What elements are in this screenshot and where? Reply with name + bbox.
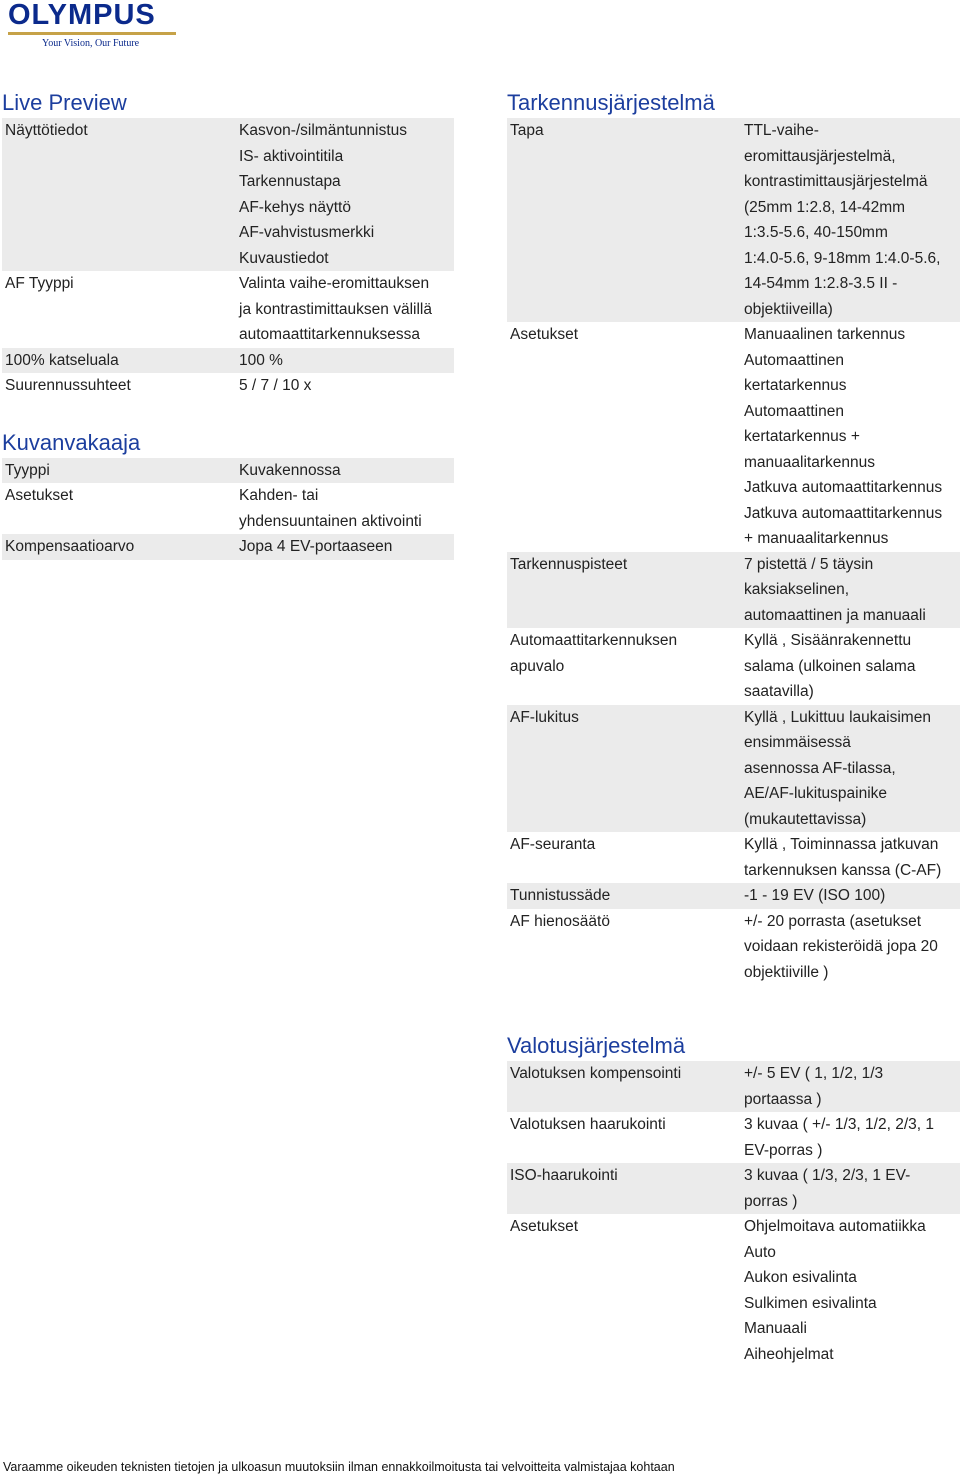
spec-label xyxy=(2,458,236,484)
spec-value xyxy=(236,348,454,374)
spec-value-line: + manuaalitarkennus xyxy=(744,530,889,547)
kuvanvakaaja-table xyxy=(2,458,454,560)
tarkennus-table xyxy=(507,118,960,985)
spec-value-line: +/- 5 EV ( 1, 1/2, 1/3 xyxy=(744,1065,884,1082)
spec-row xyxy=(2,373,454,399)
spec-label-line: Tapa xyxy=(510,122,544,139)
spec-value-line: AF-vahvistusmerkki xyxy=(239,224,375,241)
spec-row xyxy=(507,705,960,833)
spec-value-line: Valinta vaihe-eromittauksen xyxy=(239,275,430,292)
spec-value-line: 5 / 7 / 10 x xyxy=(239,377,312,394)
left-column xyxy=(2,88,454,560)
logo-wordmark: OLYMPUS xyxy=(8,0,156,31)
spec-label xyxy=(507,118,741,322)
spec-label-line: Suurennussuhteet xyxy=(5,377,131,394)
spec-value xyxy=(741,705,960,833)
spec-value-line: automaattinen ja manuaali xyxy=(744,606,926,624)
spec-label-line: Valotuksen haarukointi xyxy=(510,1116,666,1133)
spec-row xyxy=(2,118,454,271)
spec-label xyxy=(507,552,741,629)
spec-row xyxy=(507,832,960,883)
spec-value-line: voidaan rekisteröidä jopa 20 xyxy=(744,938,938,955)
valotus-rows xyxy=(507,1061,960,1367)
spec-row xyxy=(507,628,960,705)
spec-value-line: Automaattinen xyxy=(744,351,844,369)
spec-label xyxy=(2,534,236,560)
tarkennus-rows xyxy=(507,118,960,985)
spec-value-line: Kuvakennossa xyxy=(239,461,341,479)
live-preview-table xyxy=(2,118,454,399)
live-preview-title: Live Preview xyxy=(2,90,127,115)
spec-value-line: salama (ulkoinen salama xyxy=(744,657,916,675)
spec-label xyxy=(507,909,741,986)
spec-value xyxy=(741,628,960,705)
spec-row xyxy=(507,552,960,629)
spec-value-line: IS- aktivointitila xyxy=(239,147,344,165)
spec-label xyxy=(507,1163,741,1214)
spec-value-line: Kyllä , Toiminnassa jatkuvan xyxy=(744,836,939,853)
spec-value xyxy=(741,1061,960,1112)
spec-label-line: 100% katseluala xyxy=(5,351,119,369)
spec-value-line: Manuaali xyxy=(744,1320,807,1337)
spec-row xyxy=(2,271,454,348)
spec-label-line: AF-seuranta xyxy=(510,836,596,853)
spec-row xyxy=(2,483,454,534)
spec-row xyxy=(2,348,454,374)
spec-row xyxy=(2,534,454,560)
logo-gold-bar xyxy=(8,32,176,35)
spec-value-line: porras ) xyxy=(744,1192,798,1210)
spec-label-line: apuvalo xyxy=(510,657,565,675)
spec-value-line: Ohjelmoitava automatiikka xyxy=(744,1218,926,1235)
spec-value-line: kertatarkennus + xyxy=(744,428,860,445)
spec-row xyxy=(507,1112,960,1163)
spec-value-line: Tarkennustapa xyxy=(239,173,341,190)
spec-value xyxy=(236,534,454,560)
kuvanvakaaja-title: Kuvanvakaaja xyxy=(2,429,141,455)
spec-value-line: kertatarkennus xyxy=(744,377,847,394)
spec-value-line: kontrastimittausjärjestelmä xyxy=(744,173,928,190)
spec-label xyxy=(507,832,741,883)
spec-label xyxy=(2,483,236,534)
spec-value xyxy=(236,458,454,484)
spec-row xyxy=(507,1061,960,1112)
spec-value-line: objektiiville ) xyxy=(744,963,829,981)
valotus-title: Valotusjärjestelmä xyxy=(507,1033,686,1058)
spec-value-line: Kasvon-/silmäntunnistus xyxy=(239,122,407,139)
olympus-logo xyxy=(8,2,180,50)
spec-value-line: 14-54mm 1:2.8-3.5 II - xyxy=(744,275,898,292)
spec-value-line: Automaattinen xyxy=(744,402,844,420)
spec-label xyxy=(507,1214,741,1367)
spec-label xyxy=(507,628,741,705)
spec-value-line: (mukautettavissa) xyxy=(744,810,867,828)
spec-value-line: objektiiveilla) xyxy=(744,300,833,318)
spec-value xyxy=(741,552,960,629)
spec-row xyxy=(507,883,960,909)
spec-value-line: yhdensuuntainen aktivointi xyxy=(239,512,422,530)
spec-label xyxy=(507,883,741,909)
disclaimer-footer: Varaamme oikeuden teknisten tietojen ja ulkoasun muutoksiin ilman ennakkoilmoitusta tai velvoitteita valmistajaa kohtaan xyxy=(3,1460,675,1474)
spec-row xyxy=(507,322,960,552)
spec-value xyxy=(741,118,960,322)
spec-value xyxy=(236,271,454,348)
spec-label xyxy=(507,1061,741,1112)
spec-value xyxy=(741,1163,960,1214)
spec-label xyxy=(507,705,741,833)
spec-value-line: kaksiakselinen, xyxy=(744,581,850,598)
spec-label xyxy=(2,373,236,399)
spec-value-line: Jatkuva automaattitarkennus xyxy=(744,504,943,522)
spec-value-line: manuaalitarkennus xyxy=(744,453,875,471)
logo-tagline: Your Vision, Our Future xyxy=(42,38,140,49)
spec-value xyxy=(236,483,454,534)
spec-value-line: +/- 20 porrasta (asetukset xyxy=(744,912,922,930)
spec-value-line: Jopa 4 EV-portaaseen xyxy=(239,538,393,555)
spec-value xyxy=(741,1112,960,1163)
spec-label-line: Tarkennuspisteet xyxy=(510,555,628,573)
spec-label-line: Näyttötiedot xyxy=(5,122,88,139)
valotus-table xyxy=(507,1061,960,1367)
spec-label-line: Tyyppi xyxy=(5,461,50,479)
spec-label-line: Asetukset xyxy=(510,326,579,343)
spec-value-line: 1:3.5-5.6, 40-150mm xyxy=(744,224,888,241)
spec-row xyxy=(2,458,454,484)
spec-value-line: Manuaalinen tarkennus xyxy=(744,326,906,343)
spec-label xyxy=(507,1112,741,1163)
spec-label-line: Asetukset xyxy=(510,1218,579,1235)
spec-value-line: AF-kehys näyttö xyxy=(239,198,351,216)
spec-value-line: Kyllä , Lukittuu laukaisimen xyxy=(744,708,931,726)
spec-value-line: 3 kuvaa ( +/- 1/3, 1/2, 2/3, 1 xyxy=(744,1116,934,1133)
spec-value-line: Kyllä , Sisäänrakennettu xyxy=(744,632,912,649)
spec-label-line: Kompensaatioarvo xyxy=(5,538,135,555)
spec-value-line: AE/AF-lukituspainike xyxy=(744,785,888,802)
spec-value-line: -1 - 19 EV (ISO 100) xyxy=(744,887,886,904)
spec-value xyxy=(741,883,960,909)
spec-label xyxy=(2,271,236,348)
spec-value-line: 3 kuvaa ( 1/3, 2/3, 1 EV- xyxy=(744,1167,911,1184)
spec-value-line: TTL-vaihe- xyxy=(744,122,819,139)
spec-row xyxy=(507,118,960,322)
spec-value xyxy=(741,909,960,986)
spec-label-line: AF hienosäätö xyxy=(510,912,610,930)
live-preview-rows xyxy=(2,118,454,399)
spec-row xyxy=(507,909,960,986)
spec-value xyxy=(741,1214,960,1367)
spec-value-line: automaattitarkennuksessa xyxy=(239,326,420,343)
spec-label-line: Automaattitarkennuksen xyxy=(510,632,678,649)
spec-value-line: (25mm 1:2.8, 14-42mm xyxy=(744,198,906,216)
spec-row xyxy=(507,1214,960,1367)
spec-value xyxy=(741,322,960,552)
spec-row xyxy=(507,1163,960,1214)
spec-value xyxy=(236,118,454,271)
spec-value-line: Kahden- tai xyxy=(239,487,319,504)
spec-value-line: eromittausjärjestelmä, xyxy=(744,147,896,165)
spec-label xyxy=(2,118,236,271)
spec-value-line: asennossa AF-tilassa, xyxy=(744,759,896,777)
spec-label-line: AF Tyyppi xyxy=(5,275,74,292)
spec-label-line: AF-lukitus xyxy=(510,708,579,726)
spec-value-line: 1:4.0-5.6, 9-18mm 1:4.0-5.6, xyxy=(744,249,941,267)
spec-label-line: Tunnistussäde xyxy=(510,887,611,904)
spec-value-line: Jatkuva automaattitarkennus xyxy=(744,479,943,496)
spec-label-line: Asetukset xyxy=(5,487,74,504)
spec-value-line: EV-porras ) xyxy=(744,1141,823,1159)
spec-value-line: ensimmäisessä xyxy=(744,734,851,751)
spec-value-line: 100 % xyxy=(239,351,283,369)
spec-value xyxy=(236,373,454,399)
spec-label xyxy=(2,348,236,374)
right-column xyxy=(507,88,960,1367)
spec-value-line: tarkennuksen kanssa (C-AF) xyxy=(744,861,942,879)
spec-value-line: portaassa ) xyxy=(744,1090,822,1108)
kuvanvakaaja-rows xyxy=(2,458,454,560)
tarkennus-title: Tarkennusjärjestelmä xyxy=(507,90,715,115)
spec-value-line: Sulkimen esivalinta xyxy=(744,1294,877,1312)
spec-value-line: saatavilla) xyxy=(744,683,814,700)
spec-value-line: Aukon esivalinta xyxy=(744,1269,857,1286)
spec-label-line: Valotuksen kompensointi xyxy=(510,1065,682,1082)
spec-value-line: Auto xyxy=(744,1243,776,1261)
spec-value-line: Aiheohjelmat xyxy=(744,1345,834,1363)
spec-value-line: 7 pistettä / 5 täysin xyxy=(744,555,874,573)
spec-value-line: Kuvaustiedot xyxy=(239,249,329,267)
spec-label-line: ISO-haarukointi xyxy=(510,1167,618,1184)
spec-value-line: ja kontrastimittauksen välillä xyxy=(239,300,432,318)
spec-value xyxy=(741,832,960,883)
spec-label xyxy=(507,322,741,552)
